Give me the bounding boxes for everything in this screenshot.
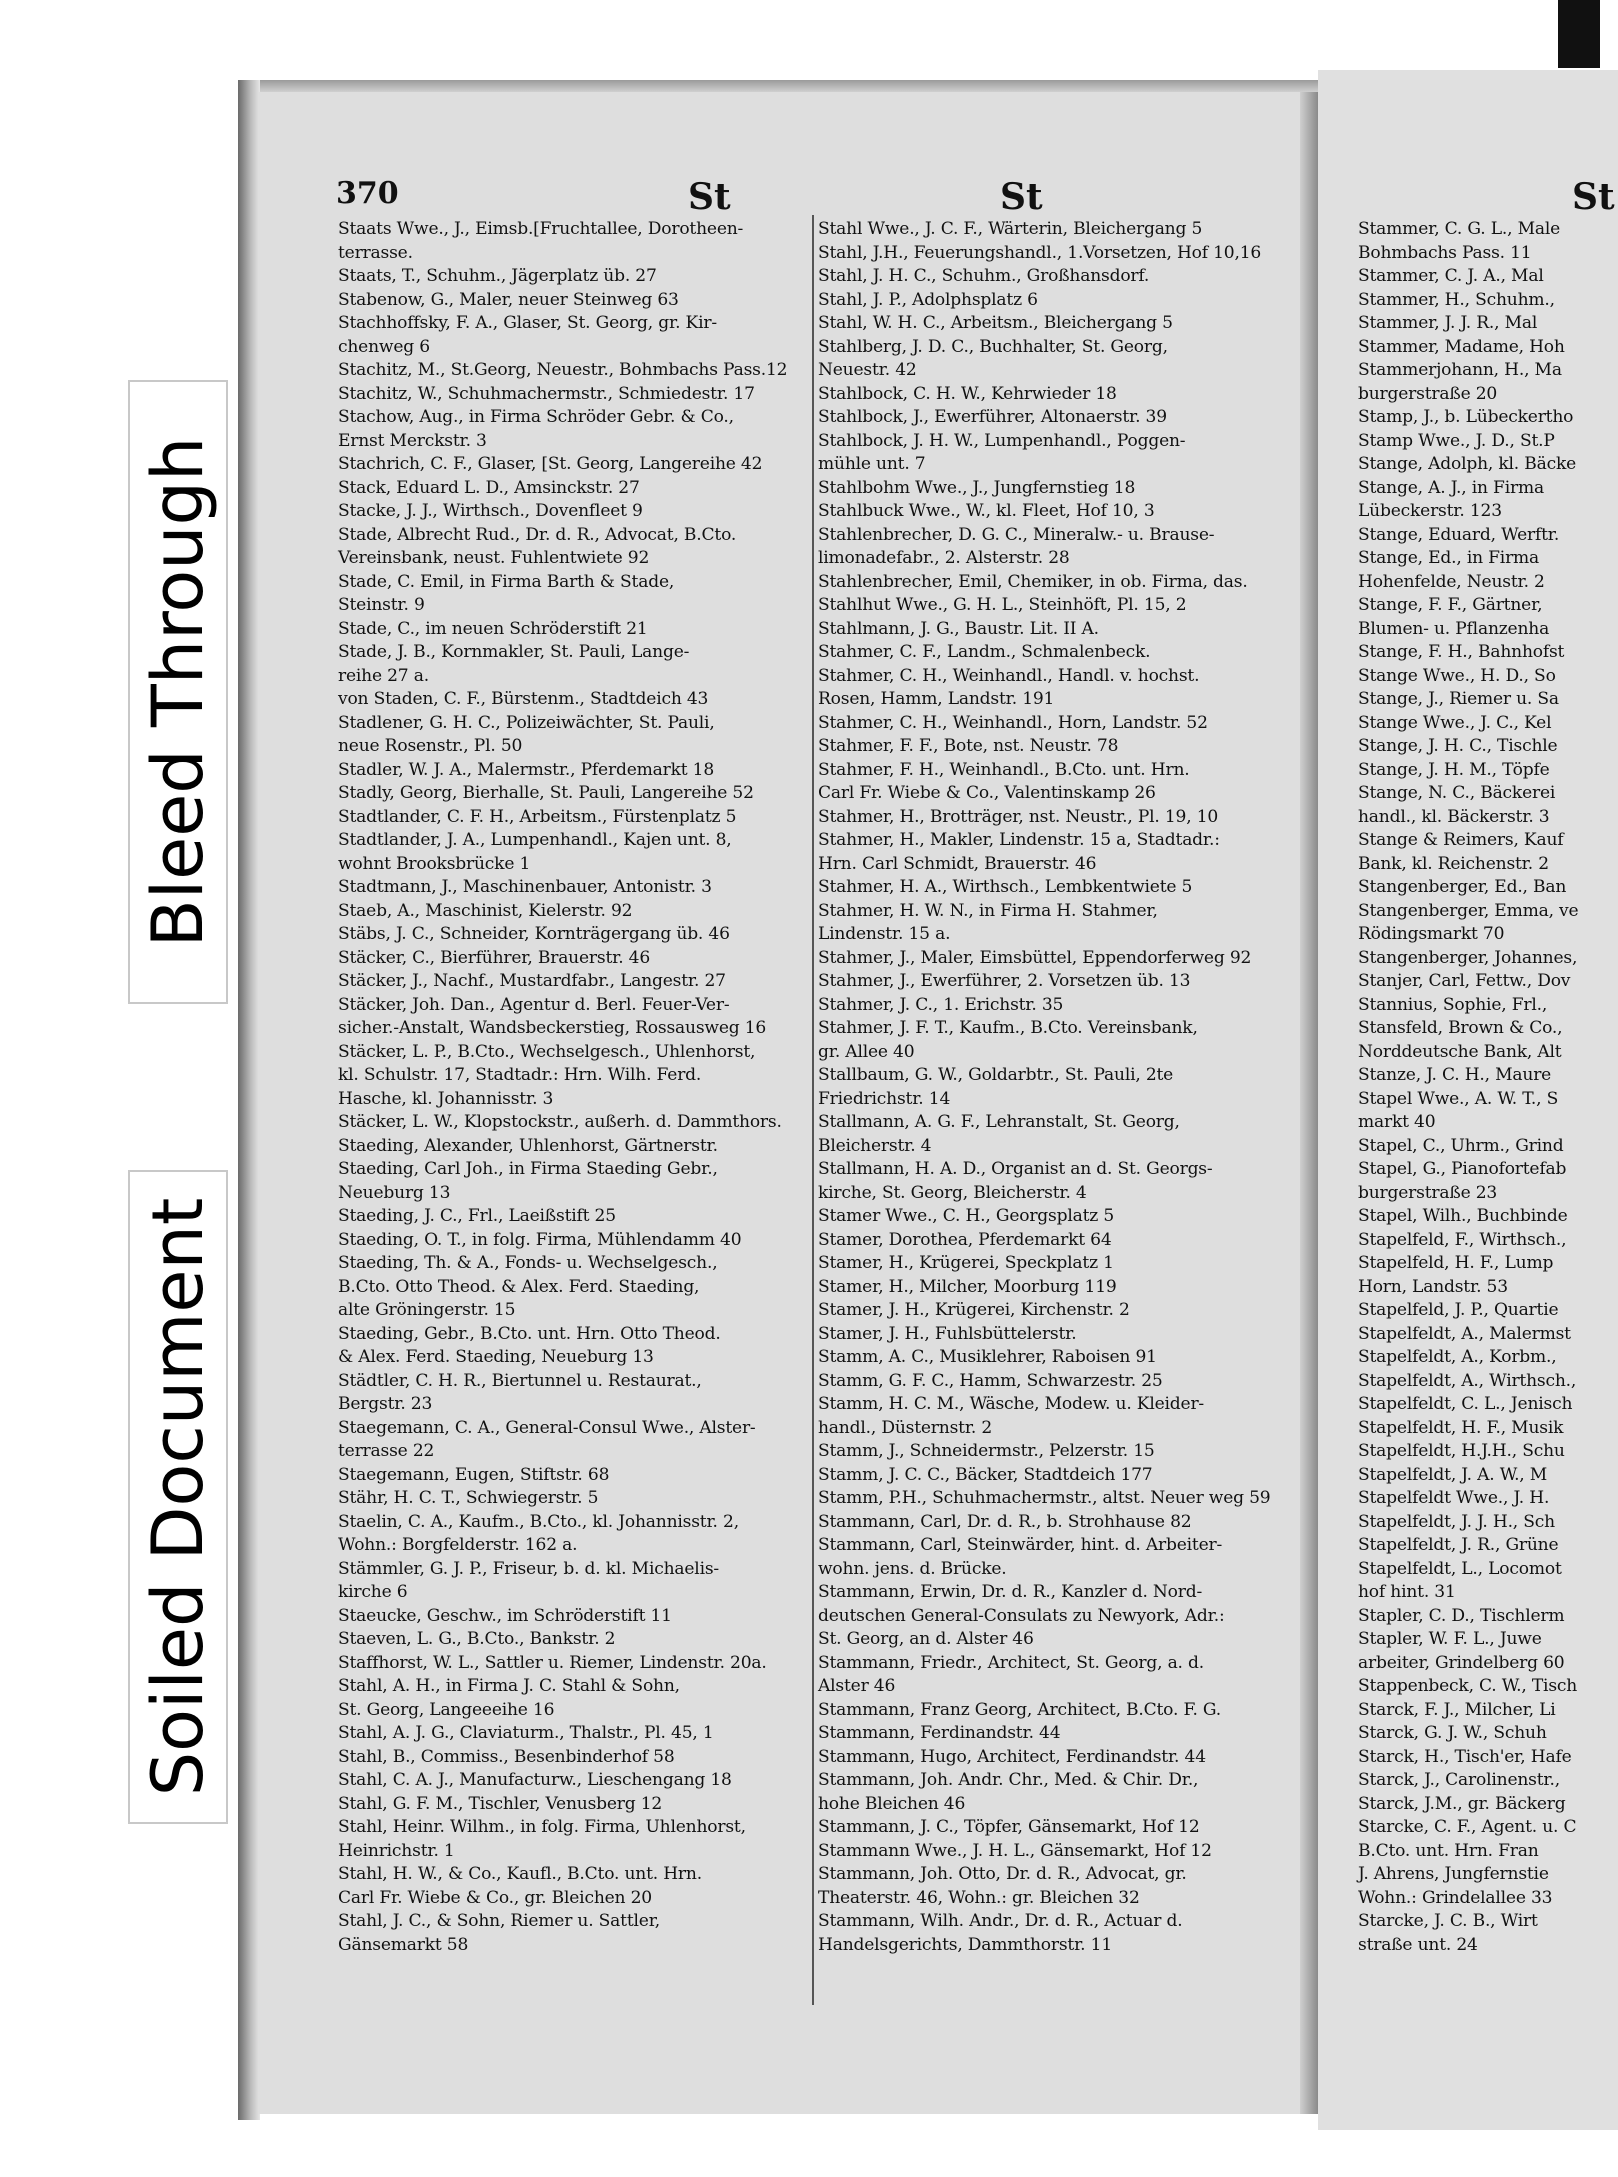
- directory-line: Stade, J. B., Kornmakler, St. Pauli, Lange-: [338, 642, 690, 662]
- directory-line: von Staden, C. F., Bürstenm., Stadtdeich 43: [338, 689, 709, 709]
- directory-line: Stahl, W. H. C., Arbeitsm., Bleichergang 5: [818, 313, 1173, 333]
- directory-line: Stäcker, C., Bierführer, Brauerstr. 46: [338, 947, 651, 968]
- directory-line: Neueburg 13: [338, 1182, 451, 1203]
- directory-line: chenweg 6: [338, 336, 430, 357]
- directory-line: Stähr, H. C. T., Schwiegerstr. 5: [338, 1488, 599, 1508]
- directory-line: Stapler, W. F. L., Juwe: [1358, 1629, 1542, 1649]
- directory-line: B.Cto. unt. Hrn. Fran: [1358, 1840, 1539, 1861]
- directory-line: handl., kl. Bäckerstr. 3: [1358, 806, 1550, 827]
- directory-line: Stamer, H., Milcher, Moorburg 119: [818, 1276, 1117, 1297]
- directory-line: Stahmer, F. H., Weinhandl., B.Cto. unt. Hrn.: [818, 759, 1190, 780]
- directory-line: burgerstraße 23: [1358, 1182, 1498, 1203]
- directory-line: Stammann, Franz Georg, Architect, B.Cto. F. G.: [818, 1699, 1221, 1720]
- page-fold-shadow: [1300, 92, 1318, 2114]
- directory-line: Stange, J. H. C., Tischle: [1358, 736, 1558, 756]
- directory-line: Carl Fr. Wiebe & Co., gr. Bleichen 20: [338, 1887, 652, 1908]
- directory-line: Stahlbock, J., Ewerführer, Altonaerstr. 39: [818, 407, 1167, 427]
- directory-line: Stachitz, M., St.Georg, Neuestr., Bohmbachs Pass.12: [338, 360, 788, 380]
- directory-line: Stäcker, J., Nachf., Mustardfabr., Langestr. 27: [338, 971, 726, 991]
- directory-line: Gänsemarkt 58: [338, 1934, 469, 1955]
- directory-line: Stäcker, Joh. Dan., Agentur d. Berl. Feuer-Ver-: [338, 994, 730, 1015]
- directory-line: Stamm, G. F. C., Hamm, Schwarzestr. 25: [818, 1370, 1163, 1391]
- directory-line: Stammer, C. G. L., Male: [1358, 219, 1561, 239]
- directory-line: Bergstr. 23: [338, 1394, 433, 1414]
- directory-line: Stamer, J. H., Krügerei, Kirchenstr. 2: [818, 1300, 1130, 1320]
- directory-line: Stange, J., Riemer u. Sa: [1358, 689, 1559, 709]
- page-number: 370: [336, 176, 399, 211]
- directory-line: Staeding, Alexander, Uhlenhorst, Gärtnerstr.: [338, 1135, 718, 1156]
- directory-line: Stapelfeldt, J. J. H., Sch: [1358, 1511, 1555, 1532]
- directory-line: Stammann, Hugo, Architect, Ferdinandstr. 44: [818, 1746, 1206, 1767]
- directory-line: Stahl, J.H., Feuerungshandl., 1.Vorsetzen, Hof 10,16: [818, 242, 1262, 263]
- directory-line: arbeiter, Grindelberg 60: [1358, 1652, 1565, 1673]
- directory-line: Stange, Eduard, Werftr.: [1358, 524, 1560, 545]
- directory-line: Stahlenbrecher, D. G. C., Mineralw.- u. Brause-: [818, 524, 1215, 545]
- directory-line: deutschen General-Consulats zu Newyork, Adr.:: [818, 1605, 1225, 1626]
- directory-line: Stahmer, J., Ewerführer, 2. Vorsetzen üb. 13: [818, 971, 1191, 991]
- directory-line: Stadlener, G. H. C., Polizeiwächter, St. Pauli,: [338, 712, 715, 733]
- directory-line: Lübeckerstr. 123: [1358, 501, 1502, 521]
- directory-line: Theaterstr. 46, Wohn.: gr. Bleichen 32: [818, 1887, 1140, 1908]
- directory-line: mühle unt. 7: [818, 454, 926, 474]
- directory-line: Stange Wwe., H. D., So: [1358, 665, 1556, 686]
- directory-line: handl., Düsternstr. 2: [818, 1417, 993, 1438]
- directory-line: Stapelfeld, F., Wirthsch.,: [1358, 1229, 1567, 1250]
- directory-line: Starck, J.M., gr. Bäckerg: [1358, 1793, 1566, 1814]
- column-left: [338, 218, 808, 1957]
- directory-line: Stammann, Carl, Steinwärder, hint. d. Arbeiter-: [818, 1535, 1223, 1555]
- directory-line: Handelsgerichts, Dammthorstr. 11: [818, 1934, 1113, 1955]
- directory-line: Stapel Wwe., A. W. T., S: [1358, 1088, 1559, 1109]
- directory-line: Stahmer, F. F., Bote, nst. Neustr. 78: [818, 736, 1119, 756]
- directory-line: Stämmler, G. J. P., Friseur, b. d. kl. Michaelis-: [338, 1558, 719, 1579]
- directory-line: Stahl, A. J. G., Claviaturm., Thalstr., Pl. 45, 1: [338, 1723, 714, 1743]
- column-separator: [812, 215, 814, 2005]
- bleed-through-text: Bleed Through: [137, 436, 219, 948]
- directory-line: Stahmer, H. W. N., in Firma H. Stahmer,: [818, 900, 1158, 921]
- directory-line: gr. Allee 40: [818, 1041, 915, 1062]
- directory-line: Staeucke, Geschw., im Schröderstift 11: [338, 1605, 672, 1626]
- column-middle: [818, 218, 1298, 1957]
- directory-line: Stange, Ed., in Firma: [1358, 548, 1540, 568]
- directory-line: Stahmer, H., Makler, Lindenstr. 15 a, Stadtadr.:: [818, 830, 1220, 850]
- directory-line: Stahlberg, J. D. C., Buchhalter, St. Georg,: [818, 336, 1168, 357]
- directory-line: Staats Wwe., J., Eimsb.[Fruchtallee, Dorotheen-: [338, 219, 744, 239]
- directory-line: wohn. jens. d. Brücke.: [818, 1558, 1007, 1579]
- directory-line: Staeb, A., Maschinist, Kielerstr. 92: [338, 900, 633, 921]
- running-head-right-page: St: [1572, 176, 1615, 218]
- directory-line: Stahmer, J. F. T., Kaufm., B.Cto. Vereinsbank,: [818, 1018, 1198, 1038]
- directory-line: Stamer Wwe., C. H., Georgsplatz 5: [818, 1206, 1114, 1226]
- directory-line: Stahl, B., Commiss., Besenbinderhof 58: [338, 1746, 675, 1767]
- directory-line: Steinstr. 9: [338, 595, 425, 615]
- directory-line: alte Gröningerstr. 15: [338, 1300, 516, 1320]
- directory-line: B.Cto. Otto Theod. & Alex. Ferd. Staeding,: [338, 1276, 700, 1297]
- directory-line: Stapelfeld, H. F., Lump: [1358, 1253, 1554, 1273]
- directory-line: Norddeutsche Bank, Alt: [1358, 1041, 1562, 1062]
- directory-line: Stadler, W. J. A., Malermstr., Pferdemarkt 18: [338, 759, 714, 780]
- directory-line: Heinrichstr. 1: [338, 1840, 455, 1861]
- directory-line: Stapel, G., Pianofortefab: [1358, 1159, 1567, 1179]
- directory-line: kirche, St. Georg, Bleicherstr. 4: [818, 1182, 1087, 1203]
- soiled-document-label: [128, 1170, 228, 1824]
- directory-line: Wohn.: Grindelallee 33: [1358, 1887, 1553, 1908]
- directory-line: hohe Bleichen 46: [818, 1793, 966, 1814]
- directory-line: neue Rosenstr., Pl. 50: [338, 736, 523, 756]
- directory-line: Stäcker, L. P., B.Cto., Wechselgesch., Uhlenhorst,: [338, 1041, 756, 1062]
- directory-line: Stapler, C. D., Tischlerm: [1358, 1605, 1565, 1626]
- directory-line: Stapelfeldt, L., Locomot: [1358, 1558, 1562, 1579]
- directory-line: kl. Schulstr. 17, Stadtadr.: Hrn. Wilh. Ferd.: [338, 1065, 702, 1085]
- directory-line: Stahl, A. H., in Firma J. C. Stahl & Sohn,: [338, 1676, 680, 1696]
- directory-line: Stammer, H., Schuhm.,: [1358, 289, 1555, 310]
- directory-line: Blumen- u. Pflanzenha: [1358, 618, 1550, 639]
- directory-line: Stahmer, C. H., Weinhandl., Handl. v. hochst.: [818, 665, 1200, 686]
- directory-line: Stachitz, W., Schuhmachermstr., Schmiedestr. 17: [338, 383, 755, 404]
- directory-line: Starck, F. J., Milcher, Li: [1358, 1699, 1556, 1720]
- directory-line: Stahlbock, J. H. W., Lumpenhandl., Poggen-: [818, 430, 1186, 451]
- directory-line: Stammer, C. J. A., Mal: [1358, 266, 1544, 286]
- directory-line: Hrn. Carl Schmidt, Brauerstr. 46: [818, 853, 1097, 874]
- directory-line: Stahlbuck Wwe., W., kl. Fleet, Hof 10, 3: [818, 501, 1155, 521]
- directory-line: Alster 46: [818, 1676, 896, 1696]
- directory-line: Stade, Albrecht Rud., Dr. d. R., Advocat, B.Cto.: [338, 524, 737, 545]
- directory-line: Stacke, J. J., Wirthsch., Dovenfleet 9: [338, 501, 643, 521]
- directory-line: Stahl Wwe., J. C. F., Wärterin, Bleichergang 5: [818, 219, 1203, 239]
- directory-line: Stahmer, H., Brotträger, nst. Neustr., Pl. 19, 10: [818, 806, 1219, 827]
- directory-line: Stangenberger, Johannes,: [1358, 947, 1578, 968]
- directory-line: St. Georg, an d. Alster 46: [818, 1629, 1034, 1649]
- directory-line: Stahmer, C. F., Landm., Schmalenbeck.: [818, 642, 1151, 662]
- directory-line: Stade, C., im neuen Schröderstift 21: [338, 618, 648, 639]
- directory-line: J. Ahrens, Jungfernstie: [1358, 1864, 1549, 1884]
- directory-line: Stange & Reimers, Kauf: [1358, 830, 1564, 850]
- directory-line: Stachhoffsky, F. A., Glaser, St. Georg, gr. Kir-: [338, 313, 717, 333]
- directory-line: Stapelfeldt, H.J.H., Schu: [1358, 1441, 1565, 1461]
- running-head-left: St: [688, 176, 731, 218]
- directory-line: Stamer, Dorothea, Pferdemarkt 64: [818, 1229, 1112, 1250]
- directory-line: Stadtmann, J., Maschinenbauer, Antonistr. 3: [338, 877, 712, 897]
- directory-line: Stammer, Madame, Hoh: [1358, 336, 1565, 357]
- directory-line: Stannius, Sophie, Frl.,: [1358, 994, 1548, 1015]
- directory-line: Stange, Adolph, kl. Bäcke: [1358, 454, 1577, 474]
- directory-line: Stamp Wwe., J. D., St.P: [1358, 430, 1555, 451]
- directory-line: Stamm, H. C. M., Wäsche, Modew. u. Kleider-: [818, 1394, 1205, 1414]
- directory-line: Stammann, J. C., Töpfer, Gänsemarkt, Hof 12: [818, 1817, 1200, 1837]
- directory-line: Staffhorst, W. L., Sattler u. Riemer, Lindenstr. 20a.: [338, 1652, 767, 1673]
- directory-line: Stapelfeldt, H. F., Musik: [1358, 1417, 1564, 1438]
- directory-line: Stallbaum, G. W., Goldarbtr., St. Pauli, 2te: [818, 1065, 1174, 1085]
- directory-line: Stachrich, C. F., Glaser, [St. Georg, Langereihe 42: [338, 454, 763, 474]
- directory-line: Städtler, C. H. R., Biertunnel u. Restaurat.,: [338, 1370, 702, 1391]
- directory-line: Stammann, Joh. Andr. Chr., Med. & Chir. Dr.,: [818, 1770, 1199, 1790]
- directory-line: Ernst Merckstr. 3: [338, 430, 487, 451]
- directory-line: Stahmer, J. C., 1. Erichstr. 35: [818, 994, 1064, 1015]
- directory-line: Stapel, C., Uhrm., Grind: [1358, 1135, 1564, 1156]
- directory-line: Hasche, kl. Johannisstr. 3: [338, 1088, 554, 1109]
- directory-line: Stadtlander, C. F. H., Arbeitsm., Fürstenplatz 5: [338, 806, 737, 827]
- directory-line: Staeven, L. G., B.Cto., Bankstr. 2: [338, 1629, 616, 1649]
- directory-line: Stahl, J. H. C., Schuhm., Großhansdorf.: [818, 266, 1150, 286]
- directory-line: Friedrichstr. 14: [818, 1088, 951, 1109]
- directory-line: St. Georg, Langeeeihe 16: [338, 1699, 555, 1720]
- directory-line: burgerstraße 20: [1358, 383, 1498, 404]
- directory-line: Stadly, Georg, Bierhalle, St. Pauli, Langereihe 52: [338, 783, 754, 803]
- directory-line: straße unt. 24: [1358, 1934, 1478, 1955]
- directory-line: Stapelfeldt, J. R., Grüne: [1358, 1535, 1559, 1555]
- directory-line: Stabenow, G., Maler, neuer Steinweg 63: [338, 289, 679, 310]
- directory-line: Starck, J., Carolinenstr.,: [1358, 1770, 1560, 1790]
- directory-line: Stammer, J. J. R., Mal: [1358, 313, 1538, 333]
- directory-line: Starcke, C. F., Agent. u. C: [1358, 1817, 1577, 1837]
- directory-line: Stapelfeldt, J. A. W., M: [1358, 1464, 1548, 1485]
- directory-line: Stachow, Aug., in Firma Schröder Gebr. & Co.,: [338, 407, 734, 427]
- directory-line: Starck, G. J. W., Schuh: [1358, 1723, 1547, 1743]
- directory-line: Hohenfelde, Neustr. 2: [1358, 571, 1545, 592]
- directory-line: Stammann, Joh. Otto, Dr. d. R., Advocat, gr.: [818, 1864, 1187, 1884]
- directory-line: Stade, C. Emil, in Firma Barth & Stade,: [338, 571, 675, 592]
- directory-line: Stappenbeck, C. W., Tisch: [1358, 1676, 1578, 1696]
- directory-line: Stahlmann, J. G., Baustr. Lit. II A.: [818, 618, 1099, 639]
- directory-line: terrasse 22: [338, 1441, 435, 1461]
- directory-line: Stäbs, J. C., Schneider, Kornträgergang üb. 46: [338, 924, 730, 944]
- directory-line: & Alex. Ferd. Staeding, Neueburg 13: [338, 1347, 654, 1367]
- directory-line: Stammann, Erwin, Dr. d. R., Kanzler d. Nord-: [818, 1582, 1203, 1602]
- directory-line: Stapel, Wilh., Buchbinde: [1358, 1206, 1568, 1226]
- directory-line: Stamer, H., Krügerei, Speckplatz 1: [818, 1253, 1114, 1273]
- column-right-page: [1358, 218, 1598, 1957]
- directory-line: Stange, F. H., Bahnhofst: [1358, 642, 1565, 662]
- directory-line: Staegemann, Eugen, Stiftstr. 68: [338, 1464, 610, 1485]
- directory-line: Stahl, C. A. J., Manufacturw., Lieschengang 18: [338, 1770, 732, 1790]
- directory-line: Stahmer, H. A., Wirthsch., Lembkentwiete 5: [818, 877, 1193, 897]
- directory-line: Stangenberger, Ed., Ban: [1358, 877, 1567, 897]
- directory-line: Stahl, Heinr. Wilhm., in folg. Firma, Uhlenhorst,: [338, 1817, 746, 1837]
- directory-line: Neuestr. 42: [818, 360, 917, 380]
- directory-line: Stapelfeldt, C. L., Jenisch: [1358, 1394, 1573, 1414]
- directory-line: Stallmann, A. G. F., Lehranstalt, St. Georg,: [818, 1112, 1180, 1132]
- directory-line: Stammann, Wilh. Andr., Dr. d. R., Actuar d.: [818, 1911, 1183, 1931]
- directory-line: Stammerjohann, H., Ma: [1358, 360, 1562, 380]
- directory-line: Staeding, Gebr., B.Cto. unt. Hrn. Otto Theod.: [338, 1323, 721, 1344]
- directory-line: Stanze, J. C. H., Maure: [1358, 1065, 1552, 1085]
- directory-line: Rödingsmarkt 70: [1358, 924, 1505, 944]
- directory-line: Staelin, C. A., Kaufm., B.Cto., kl. Johannisstr. 2,: [338, 1511, 739, 1532]
- directory-line: Stamm, J. C. C., Bäcker, Stadtdeich 177: [818, 1464, 1153, 1485]
- directory-line: Stahl, G. F. M., Tischler, Venusberg 12: [338, 1793, 663, 1814]
- directory-line: Stansfeld, Brown & Co.,: [1358, 1018, 1563, 1038]
- directory-line: Stanjer, Carl, Fettw., Dov: [1358, 971, 1571, 991]
- directory-line: Staeding, Th. & A., Fonds- u. Wechselgesch.,: [338, 1253, 718, 1273]
- directory-line: Stamm, J., Schneidermstr., Pelzerstr. 15: [818, 1441, 1155, 1461]
- directory-line: kirche 6: [338, 1582, 408, 1602]
- directory-line: Horn, Landstr. 53: [1358, 1276, 1508, 1297]
- directory-line: Lindenstr. 15 a.: [818, 924, 951, 944]
- directory-line: Stange Wwe., J. C., Kel: [1358, 712, 1552, 733]
- directory-line: Stange, J. H. M., Töpfe: [1358, 759, 1550, 780]
- directory-line: Stange, A. J., in Firma: [1358, 477, 1544, 498]
- directory-line: Stamp, J., b. Lübeckertho: [1358, 407, 1574, 427]
- directory-line: Bleicherstr. 4: [818, 1135, 932, 1156]
- directory-line: Stapelfeldt, A., Korbm.,: [1358, 1347, 1557, 1367]
- directory-line: limonadefabr., 2. Alsterstr. 28: [818, 548, 1070, 568]
- bleed-through-label: [128, 380, 228, 1004]
- directory-line: hof hint. 31: [1358, 1582, 1456, 1602]
- scan-border: [1558, 0, 1600, 68]
- directory-line: Starck, H., Tisch'er, Hafe: [1358, 1746, 1572, 1767]
- directory-line: Stammann, Friedr., Architect, St. Georg, a. d.: [818, 1652, 1205, 1673]
- directory-line: Stäcker, L. W., Klopstockstr., außerh. d. Dammthors.: [338, 1112, 782, 1132]
- directory-line: wohnt Brooksbrücke 1: [338, 853, 531, 874]
- directory-line: Stange, F. F., Gärtner,: [1358, 595, 1543, 615]
- directory-line: Bank, kl. Reichenstr. 2: [1358, 853, 1549, 874]
- directory-line: Staegemann, C. A., General-Consul Wwe., Alster-: [338, 1417, 756, 1438]
- directory-line: Carl Fr. Wiebe & Co., Valentinskamp 26: [818, 783, 1156, 803]
- directory-line: Wohn.: Borgfelderstr. 162 a.: [338, 1535, 578, 1555]
- soiled-document-text: Soiled Document: [137, 1197, 219, 1797]
- directory-line: Stapelfeldt, A., Malermst: [1358, 1323, 1571, 1344]
- directory-line: Stamm, P.H., Schuhmachermstr., altst. Neuer weg 59: [818, 1488, 1271, 1508]
- directory-line: Vereinsbank, neust. Fuhlentwiete 92: [338, 548, 650, 568]
- directory-line: Stahmer, C. H., Weinhandl., Horn, Landstr. 52: [818, 712, 1208, 733]
- directory-line: Stammann Wwe., J. H. L., Gänsemarkt, Hof 12: [818, 1840, 1212, 1861]
- directory-line: Rosen, Hamm, Landstr. 191: [818, 689, 1055, 709]
- book-gutter: [238, 80, 260, 2120]
- running-head-right: St: [1000, 176, 1043, 218]
- directory-line: Stammann, Ferdinandstr. 44: [818, 1723, 1061, 1743]
- directory-line: Stack, Eduard L. D., Amsinckstr. 27: [338, 477, 640, 498]
- directory-line: reihe 27 a.: [338, 665, 429, 686]
- directory-line: Stamm, A. C., Musiklehrer, Raboisen 91: [818, 1347, 1157, 1367]
- directory-line: Stapelfeld, J. P., Quartie: [1358, 1300, 1559, 1320]
- directory-line: Starcke, J. C. B., Wirt: [1358, 1911, 1538, 1931]
- directory-line: Stahl, J. C., & Sohn, Riemer u. Sattler,: [338, 1911, 661, 1931]
- directory-line: Stange, N. C., Bäckerei: [1358, 783, 1556, 803]
- directory-line: Staeding, Carl Joh., in Firma Staeding Gebr.,: [338, 1159, 718, 1179]
- directory-line: sicher.-Anstalt, Wandsbeckerstieg, Rossausweg 16: [338, 1018, 767, 1038]
- directory-line: Staats, T., Schuhm., Jägerplatz üb. 27: [338, 266, 657, 286]
- directory-line: Stapelfeldt, A., Wirthsch.,: [1358, 1370, 1577, 1391]
- directory-line: Stahl, J. P., Adolphsplatz 6: [818, 289, 1038, 310]
- directory-line: terrasse.: [338, 242, 413, 263]
- directory-line: Stapelfeldt Wwe., J. H.: [1358, 1488, 1550, 1508]
- directory-line: Stangenberger, Emma, ve: [1358, 900, 1579, 921]
- directory-line: Staeding, O. T., in folg. Firma, Mühlendamm 40: [338, 1229, 742, 1250]
- directory-line: Stahlhut Wwe., G. H. L., Steinhöft, Pl. 15, 2: [818, 595, 1187, 615]
- directory-line: Stahlenbrecher, Emil, Chemiker, in ob. Firma, das.: [818, 571, 1248, 592]
- directory-line: Stahl, H. W., & Co., Kaufl., B.Cto. unt. Hrn.: [338, 1864, 702, 1884]
- directory-line: Stahlbohm Wwe., J., Jungfernstieg 18: [818, 477, 1136, 498]
- directory-line: Stahmer, J., Maler, Eimsbüttel, Eppendorferweg 92: [818, 947, 1252, 968]
- directory-line: Stammann, Carl, Dr. d. R., b. Strohhause 82: [818, 1511, 1192, 1532]
- directory-line: Stamer, J. H., Fuhlsbüttelerstr.: [818, 1323, 1077, 1344]
- directory-line: Stadtlander, J. A., Lumpenhandl., Kajen unt. 8,: [338, 830, 732, 850]
- directory-line: Staeding, J. C., Frl., Laeißstift 25: [338, 1206, 616, 1226]
- directory-line: Stallmann, H. A. D., Organist an d. St. Georgs-: [818, 1159, 1213, 1179]
- directory-line: Bohmbachs Pass. 11: [1358, 242, 1532, 263]
- directory-line: markt 40: [1358, 1112, 1436, 1132]
- directory-line: Stahlbock, C. H. W., Kehrwieder 18: [818, 383, 1117, 404]
